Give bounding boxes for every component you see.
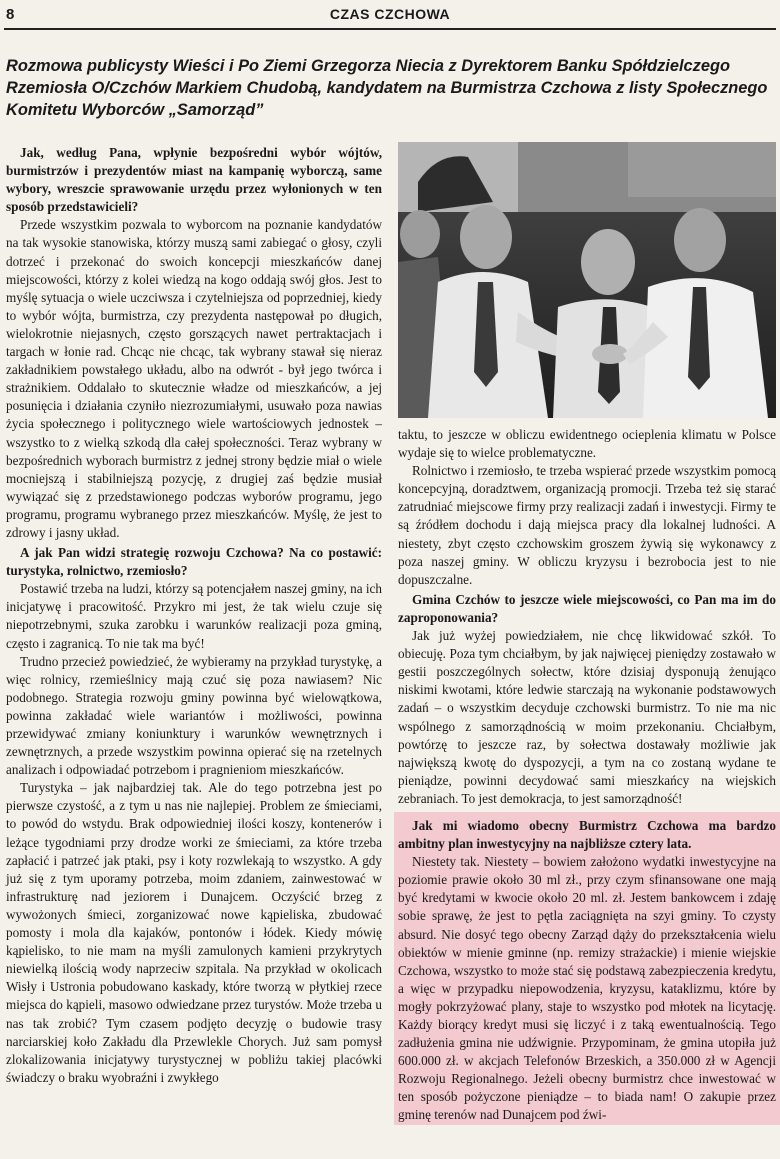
interview-answer: Jak już wyżej powiedziałem, nie chcę likwidować szkół. To obiecuję. Poza tym chciałbym, by jak najwięcej pieniędzy zostawało w gestii poszczególnych sołectw, które dzisiaj dysponują żenująco niskimi kwotami, które ledwie starczają na wykonanie podstawowych zadań – o wszystkim decyduje czchowski burmistrz. To nie ma nic wspólnego z samorządnością w moim przekonaniu. Chciałbym, powtórzę to jeszcze raz, by sołectwa dostawały możliwie jak największą kwotę do dyspozycji, a tym na co zostaną wydane te pieniądze, powinni decydować sami mieszkańcy na wiejskich zebraniach. To jest demokracja, to jest samorządność! <box>398 628 776 806</box>
article-photo <box>398 142 776 418</box>
interview-answer: Przede wszystkim pozwala to wyborcom na poznanie kandydatów na tak wysokie stanowiska, którzy muszą sami zabiegać o głosy, czyli dotrzeć i przekonać do swoich koncepcji mieszkańców danej miejscowości, którzy z kolei wiedzą na kogo oddają swój głos. Jest to myślę sytuacja o wiele uczciwsza i czytelniejsza od poprzedniej, kiedy to wybór wójta, burmistrza, czy prezydenta następował po długich, wielokrotnie niejasnych, często gorszących nawet pertraktacjach i targach w łonie rad. Chcąc nie chcąc, tak wybrany stawał się nieraz zakładnikiem powstałego układu, albo na odwrót - był jego twórca i strażnikiem. Oddalało to skutecznie władze od mieszkańców, a jej posunięcia i działania czyniło niezrozumiałymi, usuwało poza nawias życia społecznego i politycznego wiele wartościowych jednostek – wszystko to z wielką szkodą dla całej społeczności. Teraz wybrany w bezpośrednich wyborach burmistrz z jednej strony będzie miał o wiele mocniejszą i stabilniejszą pozycję, z drugiej zaś będzie musiał wywiązać się z przedstawionego podczas wyborów programu, jego programu, programu wybranego przez mieszkańców. Myślę, że jest to zdrowy i jasny układ. <box>6 217 382 540</box>
page-number: 8 <box>6 6 15 23</box>
left-column <box>6 142 382 1087</box>
interview-question: Jak mi wiadomo obecny Burmistrz Czchowa ma bardzo ambitny plan inwestycyjny na najbliższe cztery lata. <box>398 817 776 852</box>
interview-question: Gmina Czchów to jeszcze wiele miejscowości, co Pan ma im do zaproponowania? <box>398 591 776 625</box>
highlighted-question-block <box>394 812 780 1125</box>
interview-question: A jak Pan widzi strategię rozwoju Czchowa? Na co postawić: turystyka, rolnictwo, rzemiosło? <box>6 545 382 579</box>
interview-answer: taktu, to jeszcze w obliczu ewidentnego ocieplenia klimatu w Polsce wydaje się to wielce problematyczne. <box>398 427 776 461</box>
header-rule <box>4 28 776 30</box>
interview-answer: Turystyka – jak najbardziej tak. Ale do tego potrzebna jest po pierwsze czystość, a z tym u nas nie najlepiej. Problem ze śmieciami, to powód do wstydu. Brak odpowiedniej ilości koszy, kontenerów i leżące tygodniami przy drodze worki ze śmieciami, za które trzeba zapłacić i patrzeć jak ptaki, psy i koty rozwlekają to wszystko. A gdy już się z tym uporamy potrzeba, moim zdaniem, zainwestować w infrastrukturę nad jeziorem i Dunajcem. Oczyścić brzeg z wywożonych śmieci, zorganizować nowe kąpieliska, zbudować pomosty i mola dla kajaków, pontonów i łódek. Kiedy mówię kąpielisko, to nie mam na myśli zamulonych kamieni przykrytych niewielką ilością wody naprzeciw szpitala. Na przykład w okolicach Wisły i Ustronia pobudowano kaskady, które tworzą w płytkiej rzece miejsca do kąpieli, masowo odwiedzane przez turystów. Może trzeba u nas tak zrobić? Tym czasem podjęto decyzję o budowie trasy narciarskiej koło Zakładu dla Przewlekle Chorych. Już sam pomysł zlokalizowania inicjatywy turystycznej w pobliżu takiej placówki świadczy o braku wyobraźni i zwykłego <box>6 780 382 1085</box>
article-headline: Rozmowa publicysty Wieści i Po Ziemi Grzegorza Niecia z Dyrektorem Banku Spółdzielczego Rzemiosła O/Czchów Markiem Chudobą, kandydatem na Burmistrza Czchowa z listy Społecznego Komitetu Wyborców „Samorząd” <box>6 57 768 119</box>
interview-answer: Postawić trzeba na ludzi, którzy są potencjałem naszej gminy, na ich inicjatywę i pracowitość. Przykro mi jest, że tak wielu czuje się niepotrzebnymi, szuka zarobku i warunków realizacji poza gminą, często i zagranicą. To nie tak ma być! <box>6 581 382 651</box>
running-title: CZAS CZCHOWA <box>329 6 451 22</box>
interview-answer: Niestety tak. Niestety – bowiem założono wydatki inwestycyjne na poziomie prawie około 30 ml zł., przy czym sfinansowane one mają być kredytami w kwocie około 20 ml. zł. Jestem bankowcem i zdaję sobie sprawę, że jest to pętla zaciągnięta na szyi gminy. To czysty absurd. Nie dosyć tego obecny Zarząd dąży do przekształcenia wielu obiektów w mienie gminne (np. remizy strażackie) i mienie wiejskie Czchowa, wszystko to może stać się podstawą zabezpieczenia kredytu, a więc w przypadku niepowodzenia, kryzysu, kataklizmu, które by mogły pokrzyżować plany, staje to wszystko pod młotek na licytację. Każdy biorący kredyt musi się liczyć i z taką ewentualnością. Tego zadłużenia gmina nie udźwignie. Przypominam, że gmina utopiła już 600.000 zł. w akcjach Telefonów Brzeskich, a 350.000 zł w Agencji Rozwoju Regionalnego. Jeżeli obecny burmistrz chce inwestować w ten sposób pożyczone pieniądze – to biada nam! O zakupie przez gminę terenów nad Dunajcem pod źwi- <box>398 854 776 1123</box>
interview-answer: Rolnictwo i rzemiosło, te trzeba wspierać przede wszystkim pomocą koncepcyjną, doradztwem, organizacją promocji. Trzeba też się starać zatrudniać miejscowe firmy przy realizacji zadań i inwestycji. Firmy te są źródłem dochodu i dają miejsca pracy dla lokalnej ludności. A niestety, zbyt często czchowskim groszem żywią się wykonawcy z poza naszej gminy. W obliczu kryzysu i bezrobocia jest to nie dopuszczalne. <box>398 463 776 587</box>
interview-answer: Trudno przecież powiedzieć, że wybieramy na przykład turystykę, a więc rolnicy, rzemieślnicy mają czuć się poza nawiasem? Nic podobnego. Strategia rozwoju gminy powinna być wielowątkowa, powinna zakładać wiele wariantów i możliwości, powinna przewidywać zmiany koniunktury i warunków wewnętrznych i zewnętrznych, a przede wszystkim powinna opierać się na rzetelnych analizach i odpowiadać potrzebom i pragnieniom mieszkańców. <box>6 653 382 778</box>
interview-question: Jak, według Pana, wpłynie bezpośredni wybór wójtów, burmistrzów i prezydentów miast na kampanię wyborczą, same wybory, wreszcie sprawowanie urzędu przez wyłonionych w ten sposób przedstawicieli? <box>6 145 382 215</box>
photo-image <box>398 142 776 418</box>
right-column <box>398 426 776 1125</box>
